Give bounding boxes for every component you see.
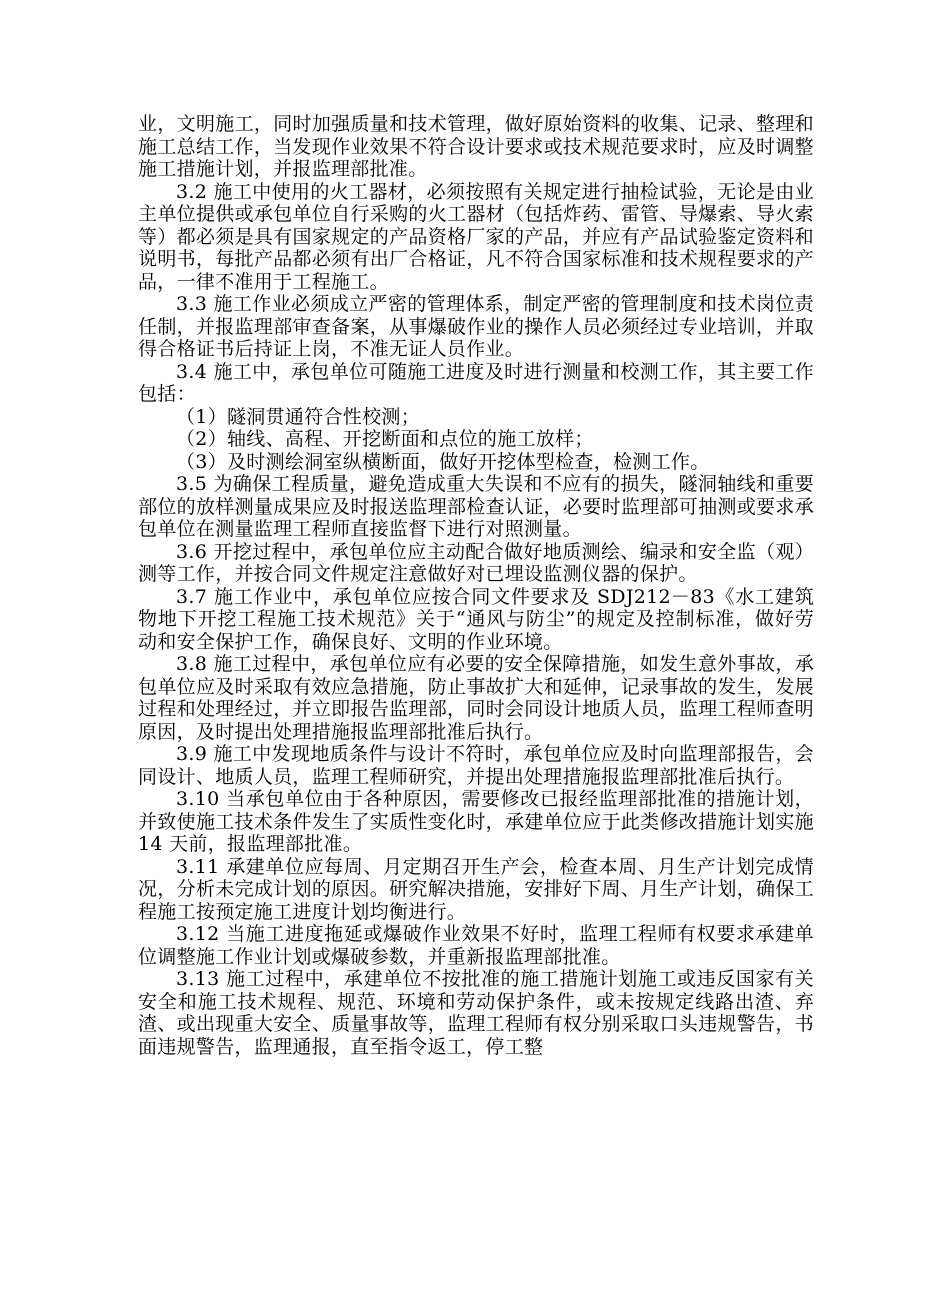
clause-3-9: 3.9 施工中发现地质条件与设计不符时，承包单位应及时向监理部报告，会同设计、地质人员，监理工程师研究，并提出处理措施报监理部批准后执行。 xyxy=(138,743,814,788)
clause-3-2: 3.2 施工中使用的火工器材，必须按照有关规定进行抽检试验，无论是由业主单位提供或承包单位自行采购的火工器材（包括炸药、雷管、导爆索、导火索等）都必须是具有国家规定的产品资格厂家的产品，并应有产品试验鉴定资料和说明书，每批产品都必须有出厂合格证，凡不符合国家标准和技术规程要求的产品，一律不准用于工程施工。 xyxy=(138,180,814,293)
clause-3-10: 3.10 当承包单位由于各种原因，需要修改已报经监理部批准的措施计划，并致使施工技术条件发生了实质性变化时，承建单位应于此类修改措施计划实施 14 天前，报监理部批准。 xyxy=(138,788,814,855)
clause-3-3: 3.3 施工作业必须成立严密的管理体系，制定严密的管理制度和技术岗位责任制，并报监理部审查备案，从事爆破作业的操作人员必须经过专业培训，并取得合格证书后持证上岗，不准无证人员作业。 xyxy=(138,293,814,360)
clause-3-8: 3.8 施工过程中，承包单位应有必要的安全保障措施，如发生意外事故，承包单位应及时采取有效应急措施，防止事故扩大和延伸，记录事故的发生，发展过程和处理经过，并立即报告监理部，同时会同设计地质人员，监理工程师查明原因，及时提出处理措施报监理部批准后执行。 xyxy=(138,653,814,743)
clause-3-5: 3.5 为确保工程质量，避免造成重大失误和不应有的损失，隧洞轴线和重要部位的放样测量成果应及时报送监理部检查认证，必要时监理部可抽测或要求承包单位在测量监理工程师直接监督下进行对照测量。 xyxy=(138,473,814,540)
list-item: （3）及时测绘洞室纵横断面，做好开挖体型检查，检测工作。 xyxy=(176,450,710,473)
paragraph-continuation: 业，文明施工，同时加强质量和技术管理，做好原始资料的收集、记录、整理和施工总结工作，当发现作业效果不符合设计要求或技术规范要求时，应及时调整施工措施计划，并报监理部批准。 xyxy=(138,113,814,180)
clause-3-6: 3.6 开挖过程中，承包单位应主动配合做好地质测绘、编录和安全监（观）测等工作，并按合同文件规定注意做好对已埋设监测仪器的保护。 xyxy=(138,540,814,585)
list-item: （2）轴线、高程、开挖断面和点位的施工放样； xyxy=(176,428,594,450)
clause-3-4: 3.4 施工中，承包单位可随施工进度及时进行测量和校测工作，其主要工作包括： xyxy=(138,360,814,405)
document-body xyxy=(138,113,814,1058)
list-item: （1）隧洞贯通符合性校测； xyxy=(176,405,420,428)
clause-3-12: 3.12 当施工进度拖延或爆破作业效果不好时，监理工程师有权要求承建单位调整施工作业计划或爆破参数，并重新报监理部批准。 xyxy=(138,923,814,968)
clause-3-11: 3.11 承建单位应每周、月定期召开生产会，检查本周、月生产计划完成情况，分析未完成计划的原因。研究解决措施，安排好下周、月生产计划，确保工程施工按预定施工进度计划均衡进行。 xyxy=(138,855,814,923)
clause-3-13: 3.13 施工过程中，承建单位不按批准的施工措施计划施工或违反国家有关安全和施工技术规程、规范、环境和劳动保护条件，或未按规定线路出渣、弃渣、或出现重大安全、质量事故等，监理工程师有权分别采取口头违规警告，书面违规警告，监理通报，直至指令返工，停工整 xyxy=(138,968,814,1058)
clause-3-7: 3.7 施工作业中，承包单位应按合同文件要求及 SDJ212－83《水工建筑物地下开挖工程施工技术规范》关于“通风与防尘”的规定及控制标准，做好劳动和安全保护工作，确保良好、文明的作业环境。 xyxy=(138,585,814,653)
